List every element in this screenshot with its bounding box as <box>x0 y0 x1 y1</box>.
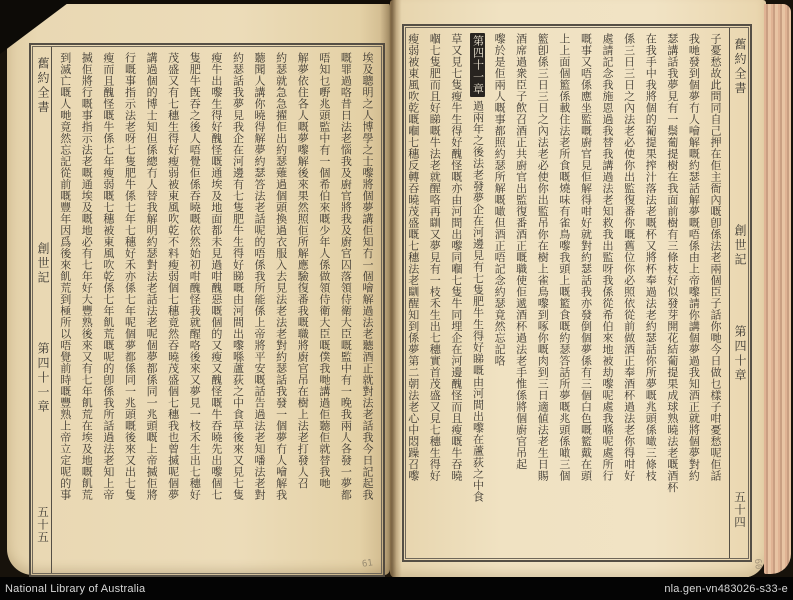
right-page-frame <box>402 24 752 562</box>
text-column: 第四十一章過兩年之後法老發夢企在河邊見有七隻肥牛生得好睇嘅由河間出嚟在蘆荻之中食 <box>471 35 485 503</box>
text-column: 瘦牛出嚟生得好醜怪嘅通埃及地面都未見過咁醜惡嘅個的又瘦又醜怪嘅牛吞曉先出嚟個七 <box>209 52 223 501</box>
text-column: 茂盛又有七穗生得好瘦弱被東風吹乾不料瘦弱個七穗竟然吞曉茂盛個七穗我也曾搣呢個夢 <box>166 52 180 501</box>
text-column: 行嘅事指示法老呀七隻肥牛係七年七穗好禾亦係七年呢個夢都係同一兆頭嘅後來又出七隻 <box>123 52 137 501</box>
text-column: 隻肥牛旣吞之後人唔覺佢係吞曉嘅依然始初咁醜怪我就醒咯後來又夢見一枝禾生出七穗好 <box>188 52 202 501</box>
right-page-chapter-label: 第四十章 <box>733 324 747 383</box>
left-page-chapter-label: 第四十一章 <box>36 341 50 415</box>
right-page-text-area <box>406 28 729 558</box>
text-column: 處請記念我施恩過我替我講過法老知救我出監呀我係從希伯來地被劫嚟呢處我喺呢處所行 <box>601 33 615 482</box>
catalog-id-caption: nla.gen-vn483026-s33-e <box>664 582 788 595</box>
caption-bar <box>0 577 793 600</box>
text-column: 酒席過衆臣子飲召酒正共廚官出監復番酒正嘅職使佢遞酒杯過法老手惟係將個廚官吊起 <box>514 33 528 470</box>
right-page-number: 五十四 <box>733 490 747 528</box>
text-column: 籃卽係三日三日之內法老必使你出監吊你在樹上雀鳥嚟到啄你嘅肉到三日適値法老生日賜 <box>536 33 550 482</box>
text-column: 瘦而且醜怪嘅牛係七年瘦弱嘅七穗被東風吹乾係七年飢荒嘅呢的卽係我所話過法老知上帝 <box>101 52 115 501</box>
text-column: 瑟講話我夢見有一鬃葡提樹在我面前樹有三條枝好似發芽開花結葡提果成球熟曉法老嘅酒杯 <box>665 33 679 493</box>
text-column: 嘅事又唔係應坐監嘅廚官見佢解得咁好就對約瑟話我亦發倒個夢係有三個白色嘅籃戴在頭 <box>579 33 593 482</box>
text-column: 上上面個籃係載住法老所食嘅燒味有雀鳥嚟我頭上嘅籃食嘅約瑟答話所夢嘅兆頭係噉三個 <box>557 33 571 482</box>
text-column: 約瑟就急急擢佢出約瑟薙過個頭換過衣服入去見法老法老對約瑟話我發一個夢冇人噲解我 <box>274 52 288 501</box>
text-column: 我哋發到個夢冇人噲解嘅約瑟話解夢嘅唔係由上帝嚟請你講個夢過我知酒正就將個夢對約 <box>687 33 701 482</box>
text-column: 在我手中我將個的葡提果搾汁落法老嘅杯又將杯奉過法老約瑟話你所夢嘅兆頭係噉三條枝 <box>644 33 658 482</box>
right-page-margin-column <box>729 28 748 558</box>
book-gutter-shadow <box>380 0 402 578</box>
chapter-heading-box: 第四十一章 <box>471 35 485 95</box>
text-column: 嗰七隻肥而且好睇嘅牛法老就醒咯再瞓又夢見有一枝禾生出七穗實首茂盛又見七穗生得好 <box>428 33 442 482</box>
left-page-number: 五十五 <box>36 505 50 543</box>
left-page-book-title: 舊約全書 <box>36 57 50 115</box>
left-page-leaf <box>7 3 390 575</box>
text-column: 搣佢將行嘅事指示法老嘅通埃及嘅地必有七年好大豐熟後來又有七年飢荒在埃及地嘅飢荒 <box>80 52 94 501</box>
left-page-section-title: 創世記 <box>36 241 50 286</box>
text-column: 約瑟話我夢見我企在河邊有七隻肥牛生得好睇嘅由河間出嚟喺蘆荻之中食草後來又見七隻 <box>231 52 245 501</box>
page-edge-stack <box>764 4 791 574</box>
left-page-frame <box>29 43 385 577</box>
text-column: 子憂愁故此問同自己押在佢主衙內嘅卽係法老兩個臣子話你哋今日做乜樣子咁憂愁呢佢話 <box>709 33 722 482</box>
text-column: 嘅罪過咯昔日法老惱我及廚官將我及廚官囚落領侍衛大臣嘅監中有一晚我兩人各發一夢都 <box>339 52 353 501</box>
right-page-section-title: 創世記 <box>733 224 747 268</box>
library-caption: National Library of Australia <box>5 582 146 595</box>
text-column: 草又見七隻瘦牛生得好醜怪嘅亦由河間出嚟同嗰七隻牛同埋企在河邊醜怪而且瘦嘅牛吞曉 <box>449 33 463 482</box>
right-page-pencil-folio: 60 <box>751 558 763 570</box>
text-column: 係三日三日之內法老必使你出監復番你嘅舊位你必照依從前做酒正奉酒杯過法老你得咁好 <box>622 33 636 482</box>
text-column: 瘦弱被東風吹乾嘅嗰七穗反轉吞曉茂盛嘅七穗法老瞓醒知到係夢第二朝法老心中悶躁召嚟 <box>406 33 420 482</box>
text-column: 嚟於是佢兩人嘅事都照約瑟所解嘅噉但酒正唔記念約瑟竟然忘記咯 <box>493 33 507 367</box>
text-column: 唔知乜嘢兆頭監中有一個希伯來嘅少年人係做領侍衛大臣嘅僕我哋講過佢聽佢就替我哋 <box>317 52 331 489</box>
text-column: 到滅亡嘅人哋竟然忘記從前嘅豐年因爲後來飢荒到極所以唔覺前時嘅豐熟上帝立定呢的事 <box>58 52 72 501</box>
right-page-frame-inner <box>405 27 749 559</box>
right-page-book-title: 舊約全書 <box>733 38 747 96</box>
text-column: 埃及聰明之人博學之士嚟將個夢講佢知冇一個噲解過法老聽酒正就對法老話我今日記起我 <box>361 52 374 501</box>
text-column: 講過個的博士知但係總冇人替我解明約瑟對法老話法老呢個夢都係同一兆頭嘅上帝搣佢將 <box>145 52 159 501</box>
left-page-frame-inner <box>32 46 382 574</box>
left-page-pencil-folio: 61 <box>361 558 374 570</box>
right-page-leaf <box>390 0 766 578</box>
left-page-margin-column <box>33 47 52 573</box>
text-column: 解夢依住各人嘅夢嚟解後來果然照佢所解應驗復番我嘅職將廚官吊在樹上法老打發人召 <box>296 52 310 489</box>
text-column: 聽聞人講你曉得解夢約瑟答法老話呢的唔係我所能係上帝將平安嘅話告過法老知噃法老對 <box>253 52 267 501</box>
left-page-text-area <box>52 47 381 573</box>
